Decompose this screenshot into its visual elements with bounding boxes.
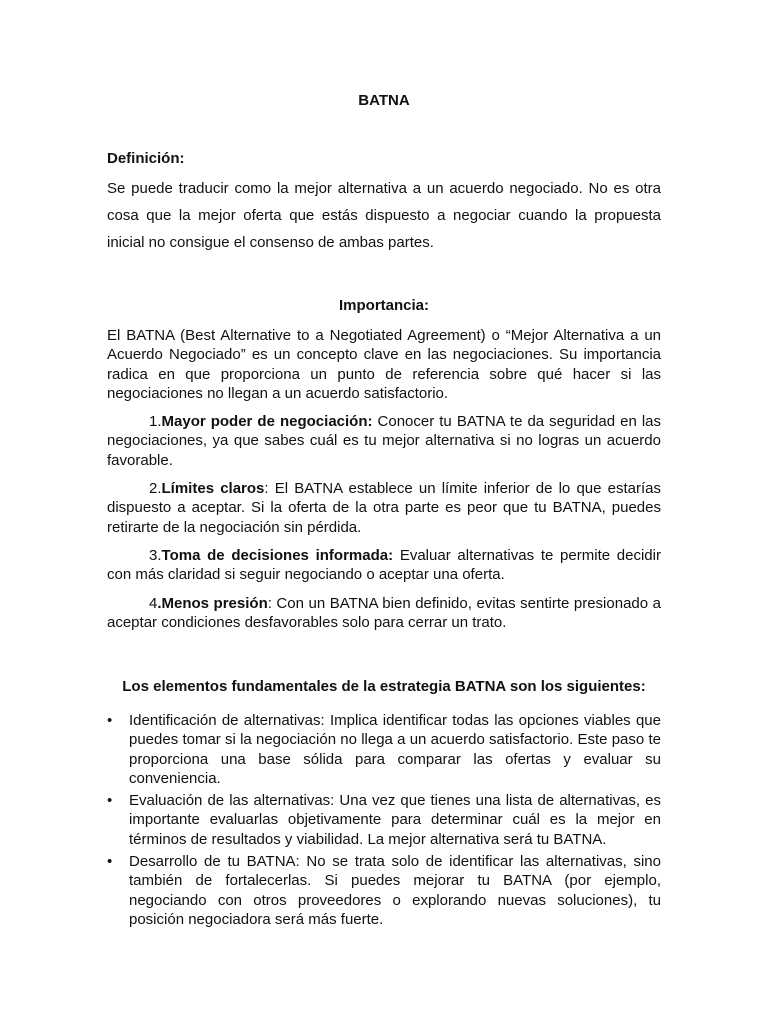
item-text: : Con un BATNA bien definido, evitas sentirte presionado a aceptar condiciones desfavorables solo para cerrar un trato.: [107, 594, 661, 631]
importance-item-4: [107, 594, 661, 633]
list-item: [107, 711, 661, 788]
item-bold-label: Límites claros: [161, 480, 265, 498]
bullet-icon: •: [107, 712, 113, 729]
elements-heading: Los elementos fundamentales de la estrategia BATNA son los siguientes:: [122, 678, 646, 695]
item-text: : El BATNA establece un límite inferior de lo que estarías dispuesto a aceptar. Si la oferta de la otra parte es peor que tu BATNA, puedes retirarte de la negociación sin pérdida.: [107, 480, 661, 536]
item-number: 1.: [149, 413, 162, 431]
item-bold-label: .Menos presión: [157, 594, 268, 612]
item-text: Evaluar alternativas te permite decidir con más claridad si seguir negociando o aceptar una oferta.: [107, 546, 661, 584]
definition-text: Se puede traducir como la mejor alternativa a un acuerdo negociado. No es otra cosa que la mejor oferta que estás dispuesto a negociar cuando la propuesta inicial no consigue el consenso de ambas partes.: [107, 180, 661, 251]
item-bold-label: Toma de decisiones informada:: [161, 546, 394, 564]
importance-heading: Importancia:: [338, 297, 429, 314]
item-number: 3.: [149, 546, 162, 564]
item-number: 2.: [149, 480, 162, 498]
importance-item-3: [107, 546, 661, 585]
list-item-text: Desarrollo de tu BATNA: No se trata solo de identificar las alternativas, sino también de fortalecerlas. Si puedes mejorar tu BATNA (por ejemplo, negociando con otros proveedores o explorando nuevas soluciones), tu posición negociadora será más fuerte.: [129, 853, 661, 928]
importance-item-1: [107, 412, 661, 470]
importance-item-2: [107, 479, 661, 537]
definition-heading: Definición:: [107, 150, 185, 167]
list-item: [107, 791, 661, 849]
document-title: BATNA: [358, 92, 410, 109]
item-text: Conocer tu BATNA te da seguridad en las negociaciones, ya que sabes cuál es tu mejor alternativa si no logras un acuerdo favorable.: [107, 413, 661, 469]
elements-list: [107, 711, 661, 932]
item-number: 4: [149, 594, 158, 612]
importance-section: [107, 326, 661, 641]
bullet-icon: •: [107, 853, 113, 871]
item-bold-label: Mayor poder de negociación:: [161, 413, 373, 431]
bullet-icon: •: [107, 792, 113, 810]
importance-intro: El BATNA (Best Alternative to a Negotiated Agreement) o “Mejor Alternativa a un Acuerdo Negociado” es un concepto clave en las negociaciones. Su importancia radica en que proporciona un punto de referencia sobre qué hacer si las negociaciones no llegan a un acuerdo satisfactorio.: [107, 327, 661, 402]
list-item-text: Identificación de alternativas: Implica identificar todas las opciones viables que puedes tomar si la negociación no llega a un acuerdo satisfactorio. Este paso te proporciona una base sólida para comparar las ofertas y evaluar su conveniencia.: [129, 712, 661, 787]
list-item-text: Evaluación de las alternativas: Una vez que tienes una lista de alternativas, es importante evaluarlas objetivamente para determinar cuál es la mejor en términos de resultados y viabilidad. La mejor alternativa será tu BATNA.: [129, 792, 661, 848]
list-item: [107, 852, 661, 929]
